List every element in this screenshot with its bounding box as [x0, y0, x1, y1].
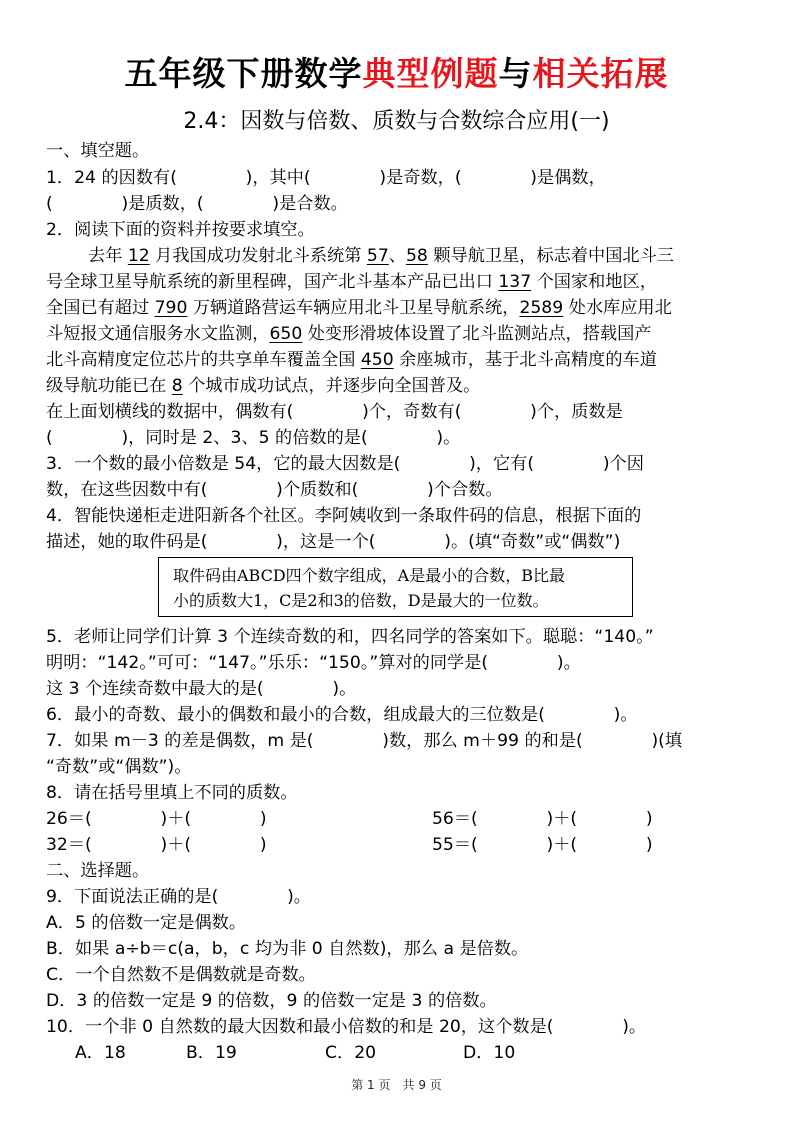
text-run: 万辆道路营运车辆应用北斗卫星导航系统， [187, 298, 520, 318]
section-heading-fill-in: 一、填空题。 [46, 141, 150, 161]
text-run: 月我国成功发射北斗系统第 [149, 246, 367, 266]
underlined-number: 57 [366, 246, 389, 266]
text-run: 个国家和地区， [531, 272, 657, 292]
question-7-line-1: 7．如果 m－3 的差是偶数，m 是( )数，那么 m＋99 的和是( )(填 [46, 731, 683, 751]
info-box-line-2: 小的质数大1，C是2和3的倍数，D是最大的一位数。 [173, 591, 549, 610]
underlined-number: 137 [498, 272, 532, 292]
underlined-number: 58 [405, 246, 428, 266]
page-subtitle: 2.4：因数与倍数、质数与合数综合应用(一) [183, 109, 610, 134]
question-3-line-1: 3．一个数的最小倍数是 54，它的最大因数是( )，它有( )个因 [46, 454, 644, 474]
question-2-paragraph-line-4 [46, 321, 753, 347]
equation-26: 26＝( )＋( ) [46, 809, 267, 829]
question-6: 6．最小的奇数、最小的偶数和最小的合数，组成最大的三位数是( )。 [46, 705, 638, 725]
underlined-number: 12 [127, 246, 150, 266]
question-9-option-d: D．3 的倍数一定是 9 的倍数，9 的倍数一定是 3 的倍数。 [46, 991, 497, 1011]
info-box-line-1: 取件码由ABCD四个数字组成，A是最小的合数，B比最 [173, 566, 565, 585]
equation-55: 55＝( )＋( ) [432, 835, 653, 855]
question-2-heading: 2．阅读下面的资料并按要求填空。 [46, 220, 315, 240]
question-9-heading: 9．下面说法正确的是( )。 [46, 887, 311, 907]
underlined-number: 2589 [519, 298, 564, 318]
text-run: 余座城市，基于北斗高精度的车道 [393, 350, 657, 370]
underlined-number: 8 [171, 376, 183, 396]
question-1-line-1: 1．24 的因数有( )，其中( )是奇数，( )是偶数， [46, 168, 606, 188]
text-run: 号全球卫星导航系统的新里程碑，国产北斗基本产品已出口 [46, 272, 499, 292]
page-title [0, 48, 793, 95]
title-part-3: 与 [498, 54, 533, 93]
question-2-paragraph-line-3 [46, 295, 753, 321]
title-part-1: 五年级下册数学 [124, 54, 363, 93]
text-run: 处水库应用北 [563, 298, 672, 318]
question-2-paragraph-line-6 [46, 373, 753, 399]
text-run: 个城市成功试点，并逐步向全国普及。 [182, 376, 481, 396]
question-3-line-2: 数，在这些因数中有( )个质数和( )个合数。 [46, 480, 503, 500]
question-9-option-a: A．5 的倍数一定是偶数。 [46, 913, 247, 933]
text-run: 斗短报文通信服务水文监测， [46, 324, 270, 344]
question-2-paragraph-line-1 [88, 243, 753, 269]
text-run: 去年 [88, 246, 128, 266]
question-10-option-c: C．20 [325, 1043, 377, 1063]
equation-32: 32＝( )＋( ) [46, 835, 267, 855]
text-run: 颗导航卫星，标志着中国北斗三 [427, 246, 674, 266]
page-footer: 第 1 页 共 9 页 [351, 1078, 442, 1092]
text-run: 北斗高精度定位芯片的共享单车覆盖全国 [46, 350, 361, 370]
text-run: 处变形滑坡体设置了北斗监测站点，搭载国产 [302, 324, 652, 344]
underlined-number: 450 [360, 350, 394, 370]
question-10-heading: 10．一个非 0 自然数的最大因数和最小倍数的和是 20，这个数是( )。 [46, 1017, 647, 1037]
question-2-paragraph-line-2 [46, 269, 753, 295]
question-2-ask-line-2: ( )，同时是 2、3、5 的倍数的是( )。 [46, 428, 461, 448]
question-2-paragraph-line-5 [46, 347, 753, 373]
underlined-number: 790 [154, 298, 188, 318]
text-run: 、 [388, 246, 406, 266]
text-run: 全国已有超过 [46, 298, 155, 318]
section-heading-choice: 二、选择题。 [46, 861, 150, 881]
underlined-number: 650 [269, 324, 303, 344]
question-9-option-b: B．如果 a÷b＝c(a，b，c 均为非 0 自然数)，那么 a 是倍数。 [46, 939, 529, 959]
question-9-option-c: C．一个自然数不是偶数就是奇数。 [46, 965, 316, 985]
question-5-line-2: 明明：“142。”可可：“147。”乐乐：“150。”算对的同学是( )。 [46, 653, 581, 673]
question-2-ask-line-1: 在上面划横线的数据中，偶数有( )个，奇数有( )个，质数是 [46, 402, 623, 422]
question-5-line-1: 5．老师让同学们计算 3 个连续奇数的和，四名同学的答案如下。聪聪：“140。” [46, 627, 654, 647]
question-1-line-2: ( )是质数，( )是合数。 [46, 194, 348, 214]
question-10-option-b: B．19 [186, 1043, 237, 1063]
text-run: 级导航功能已在 [46, 376, 172, 396]
pickup-code-info-box [158, 557, 633, 617]
question-10-option-a: A．18 [75, 1043, 126, 1063]
equation-56: 56＝( )＋( ) [432, 809, 653, 829]
question-5-line-3: 这 3 个连续奇数中最大的是( )。 [46, 679, 357, 699]
question-7-line-2: “奇数”或“偶数”)。 [46, 757, 192, 777]
question-8-heading: 8．请在括号里填上不同的质数。 [46, 783, 298, 803]
question-10-option-d: D．10 [463, 1043, 516, 1063]
title-part-4: 相关拓展 [532, 54, 669, 93]
question-4-line-2: 描述，她的取件码是( )，这是一个( )。(填“奇数”或“偶数”) [46, 532, 621, 552]
question-4-line-1: 4．智能快递柜走进阳新各个社区。李阿姨收到一条取件码的信息，根据下面的 [46, 506, 642, 526]
title-part-2: 典型例题 [362, 54, 499, 93]
